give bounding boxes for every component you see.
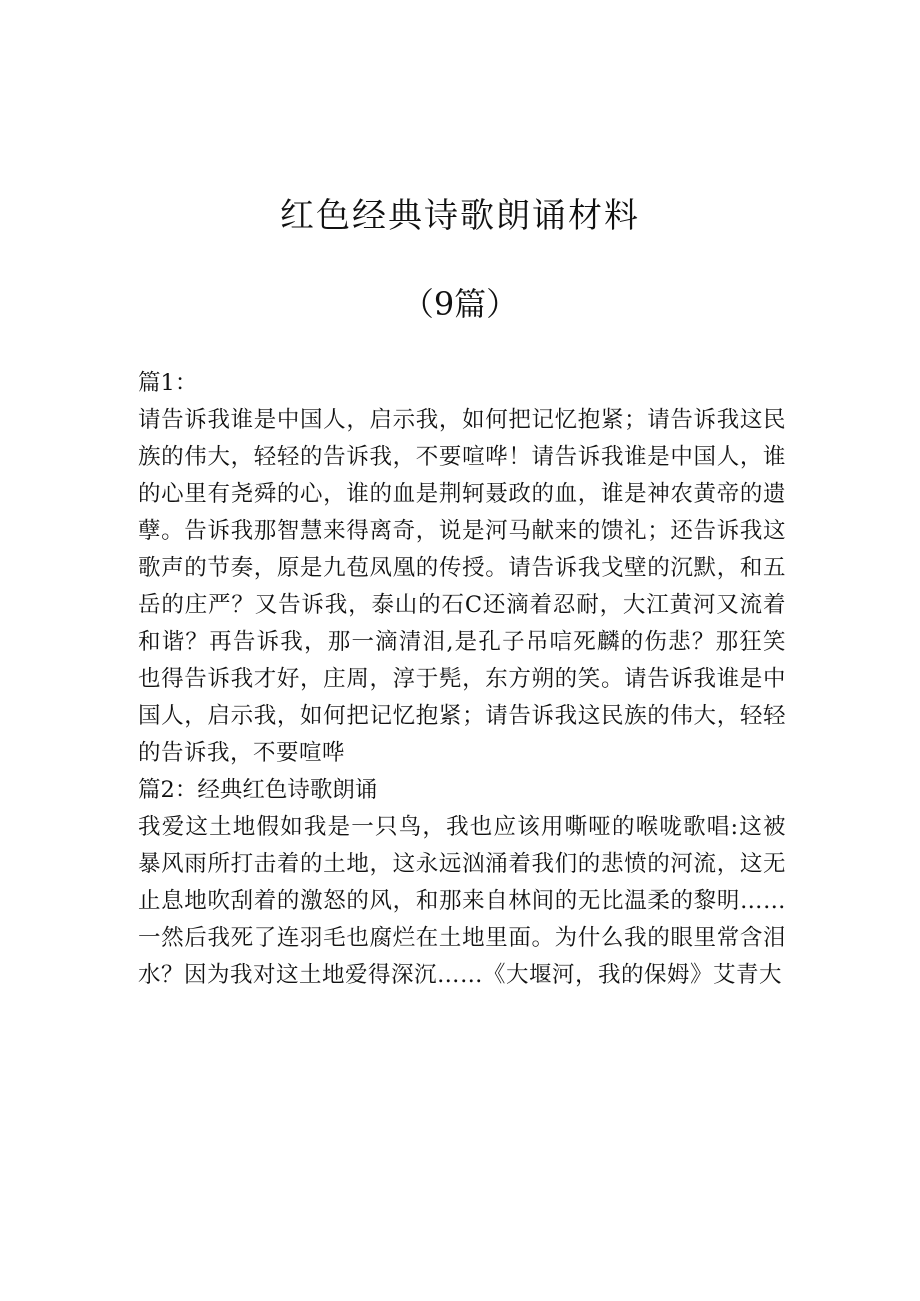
section-heading-1: 篇1： bbox=[138, 370, 198, 396]
document-subtitle: （9篇） bbox=[401, 285, 519, 323]
section-text-1: 请告诉我谁是中国人，启示我，如何把记忆抱紧；请告诉我这民族的伟大，轻轻的告诉我，不要喧哗！请告诉我谁是中国人，谁的心里有尧舜的心，谁的血是荆轲聂政的血，谁是神农黄帝的遗孽。告诉我那智慧来得离奇，说是河马献来的馈礼；还告诉我这歌声的节奏，原是九苞凤凰的传授。请告诉我戈壁的沉默，和五岳的庄严？又告诉我，泰山的石C还滴着忍耐，大江黄河又流着和谐？再告诉我，那一滴清泪,是孔子吊唁死麟的伤悲？那狂笑也得告诉我才好，庄周，淳于髡，东方朔的笑。请告诉我谁是中国人，启示我，如何把记忆抱紧；请告诉我这民族的伟大，轻轻的告诉我，不要喧哗 bbox=[138, 407, 786, 766]
section-text-2: 我爱这土地假如我是一只鸟，我也应该用嘶哑的喉咙歌唱:这被暴风雨所打击着的土地，这永远汹涌着我们的悲愤的河流，这无止息地吹刮着的激怒的风，和那来自林间的无比温柔的黎明……一然后我死了连羽毛也腐烂在土地里面。为什么我的眼里常含泪水？因为我对这土地爱得深沉……《大堰河，我的保姆》艾青大 bbox=[138, 814, 786, 988]
document-title: 红色经典诗歌朗诵材料 bbox=[280, 196, 640, 236]
document-body bbox=[138, 365, 786, 994]
section-heading-2: 篇2：经典红色诗歌朗诵 bbox=[138, 777, 378, 803]
